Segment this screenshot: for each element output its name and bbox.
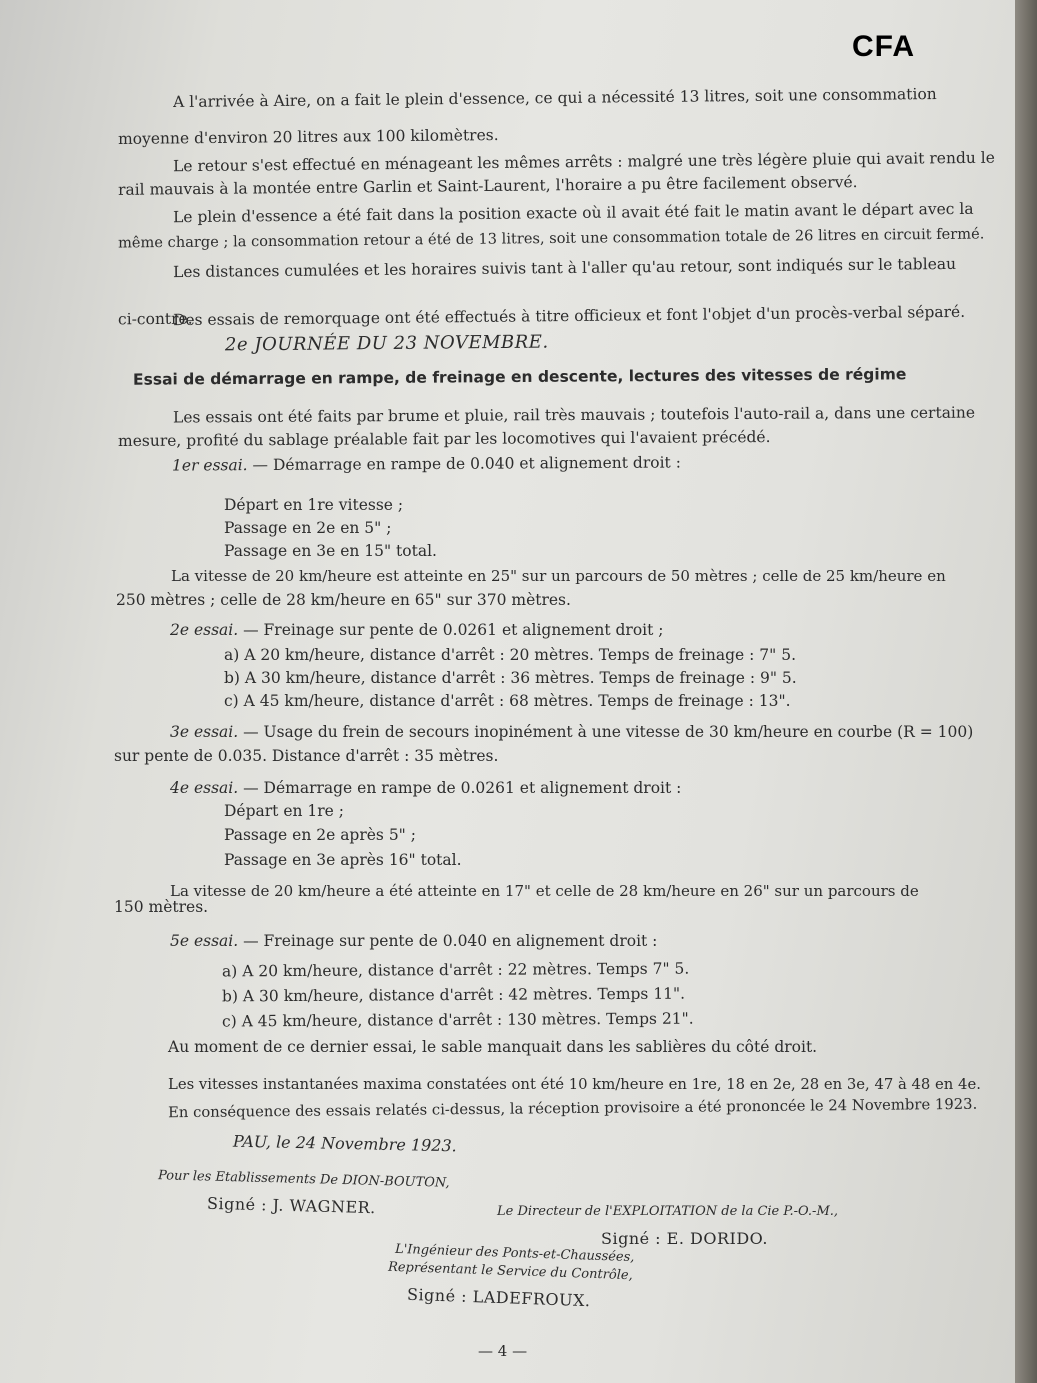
- conditions-line: mesure, profité du sablage préalable fait par les locomotives qui l'avaient précédé.: [117, 428, 771, 450]
- essai5-label: 5e essai.: [170, 932, 239, 950]
- essai4-result: La vitesse de 20 km/heure a été atteinte en 17" et celle de 28 km/heure en 26" sur un parcours de: [170, 882, 919, 900]
- signature-dion-org: Pour les Etablissements De DION-BOUTON,: [157, 1168, 450, 1191]
- essai1-step: Départ en 1re vitesse ;: [224, 496, 404, 514]
- essai4-step: Passage en 3e après 16" total.: [224, 851, 462, 869]
- day-title: 2e JOURNÉE DU 23 NOVEMBRE.: [224, 331, 549, 356]
- intro-line: ci-contre.: [117, 309, 193, 329]
- intro-line: rail mauvais à la montée entre Garlin et Saint-Laurent, l'horaire a pu être facilement observé.: [117, 173, 858, 199]
- conditions-line: Les essais ont été faits par brume et pluie, rail très mauvais ; toutefois l'auto-rail a, dans une certaine: [172, 403, 976, 427]
- essai1-step: Passage en 2e en 5" ;: [224, 519, 392, 537]
- essai2-title: — Freinage sur pente de 0.0261 et alignement droit ;: [243, 621, 664, 639]
- essai5-step: b) A 30 km/heure, distance d'arrêt : 42 mètres. Temps 11".: [221, 984, 686, 1006]
- essai4-heading: [170, 778, 681, 798]
- place-date: PAU, le 24 Novembre 1923.: [232, 1131, 457, 1156]
- essai4-result: 150 mètres.: [114, 898, 209, 916]
- essai4-title: — Démarrage en rampe de 0.0261 et alignement droit :: [243, 779, 682, 797]
- essai1-label: 1er essai.: [171, 456, 248, 475]
- essai3-continuation: sur pente de 0.035. Distance d'arrêt : 35 mètres.: [114, 747, 499, 765]
- essai5-title: — Freinage sur pente de 0.040 en alignement droit :: [243, 932, 658, 950]
- signature-dion-name: Signé : J. WAGNER.: [206, 1193, 377, 1218]
- essai1-title: — Démarrage en rampe de 0.040 et alignement droit :: [252, 453, 681, 475]
- page-number: — 4 —: [478, 1342, 528, 1360]
- essai4-step: Départ en 1re ;: [224, 802, 345, 820]
- intro-line: moyenne d'environ 20 litres aux 100 kilomètres.: [117, 126, 499, 148]
- essai1-result: La vitesse de 20 km/heure est atteinte en 25" sur un parcours de 50 mètres ; celle de 25 km/heure en: [171, 567, 946, 585]
- essai3-label: 3e essai.: [170, 723, 239, 741]
- intro-line: Le retour s'est effectué en ménageant les mêmes arrêts : malgré une très légère pluie qui avait rendu le: [172, 148, 995, 176]
- closing-line: Les vitesses instantanées maxima constatées ont été 10 km/heure en 1re, 18 en 2e, 28 en 3e, 47 à 48 en 4e.: [168, 1076, 981, 1093]
- essai2-step: c) A 45 km/heure, distance d'arrêt : 68 mètres. Temps de freinage : 13".: [224, 692, 791, 710]
- essai2-label: 2e essai.: [170, 621, 239, 639]
- essai3-heading: [170, 722, 973, 742]
- essai4-label: 4e essai.: [170, 779, 239, 797]
- essai5-step: a) A 20 km/heure, distance d'arrêt : 22 mètres. Temps 7" 5.: [221, 959, 690, 981]
- intro-line: A l'arrivée à Aire, on a fait le plein d'essence, ce qui a nécessité 13 litres, soit une consommation: [172, 85, 937, 111]
- signature-ing-role: Représentant le Service du Contrôle,: [387, 1259, 633, 1284]
- essai2-step: b) A 30 km/heure, distance d'arrêt : 36 mètres. Temps de freinage : 9" 5.: [224, 669, 797, 687]
- essai4-step: Passage en 2e après 5" ;: [224, 826, 416, 844]
- intro-line: Les distances cumulées et les horaires suivis tant à l'aller qu'au retour, sont indiqués sur le tableau: [172, 254, 957, 282]
- signature-ing-title: L'Ingénieur des Ponts-et-Chaussées,: [394, 1241, 635, 1266]
- essai2-heading: [170, 620, 664, 640]
- intro-line: Le plein d'essence a été fait dans la position exacte où il avait été fait le matin avant le départ avec la: [172, 199, 974, 227]
- essai1-step: Passage en 3e en 15" total.: [224, 542, 437, 560]
- signature-pom-org: Le Directeur de l'EXPLOITATION de la Cie P.-O.-M.,: [497, 1204, 839, 1219]
- essai5-step: c) A 45 km/heure, distance d'arrêt : 130 mètres. Temps 21".: [221, 1009, 694, 1031]
- closing-line: En conséquence des essais relatés ci-dessus, la réception provisoire a été prononcée le 24 Novembre 1923.: [167, 1095, 978, 1122]
- watermark-label: CFA: [852, 30, 915, 63]
- page-edge: [1015, 0, 1037, 1383]
- essai2-step: a) A 20 km/heure, distance d'arrêt : 20 mètres. Temps de freinage : 7" 5.: [224, 646, 797, 664]
- signature-ing-name: Signé : LADEFROUX.: [406, 1284, 591, 1311]
- essai1-heading: [172, 452, 681, 475]
- intro-line: Des essais de remorquage ont été effectués à titre officieux et font l'objet d'un procès-verbal séparé.: [172, 302, 966, 330]
- essai5-heading: [170, 931, 657, 951]
- essai3-title: — Usage du frein de secours inopinément à une vitesse de 30 km/heure en courbe (R = 100): [243, 723, 974, 741]
- closing-line: Au moment de ce dernier essai, le sable manquait dans les sablières du côté droit.: [168, 1038, 818, 1056]
- essai1-result: 250 mètres ; celle de 28 km/heure en 65" sur 370 mètres.: [116, 591, 571, 609]
- section-heading: Essai de démarrage en rampe, de freinage en descente, lectures des vitesses de régime: [132, 365, 907, 389]
- signature-pom-name: Signé : E. DORIDO.: [601, 1229, 768, 1248]
- intro-line: même charge ; la consommation retour a été de 13 litres, soit une consommation totale de 26 litres en circuit fermé.: [117, 225, 985, 252]
